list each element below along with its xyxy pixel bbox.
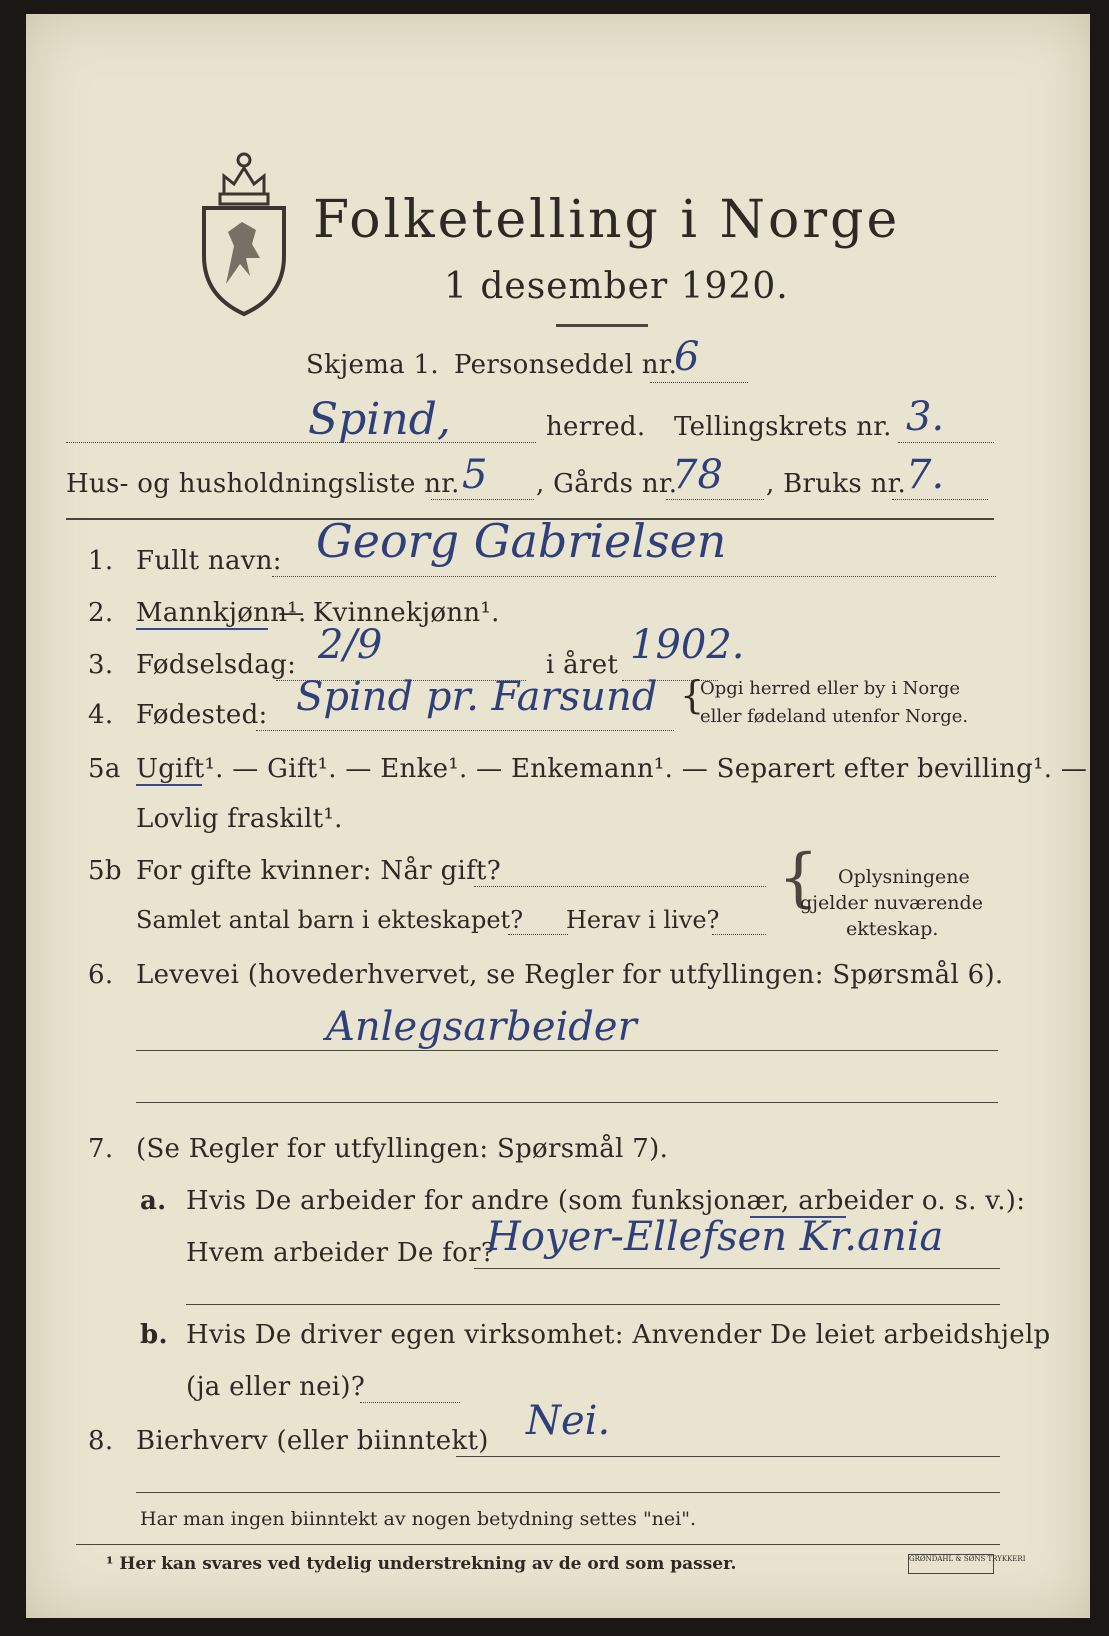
printer-stamp: GRØNDAHL & SØNS TRYKKERI bbox=[908, 1554, 994, 1574]
birthdate-value[interactable]: 2/9 bbox=[318, 622, 383, 668]
bruks-label: , Bruks nr. bbox=[766, 469, 907, 499]
gards-label: , Gårds nr. bbox=[536, 469, 678, 499]
q5b-note-1: Oplysningene bbox=[838, 866, 970, 888]
schema-label: Skjema 1. bbox=[306, 350, 439, 380]
birthyear-value[interactable]: 1902. bbox=[630, 622, 745, 668]
household-list-label: Hus- og husholdningsliste nr. bbox=[66, 469, 460, 499]
q7a-letter: a. bbox=[140, 1186, 167, 1216]
footnote: ¹ Her kan svares ved tydelig understrekning av de ord som passer. bbox=[106, 1554, 737, 1574]
q4-note-2: eller fødeland utenfor Norge. bbox=[700, 706, 969, 727]
q3-year-label: i året bbox=[546, 650, 619, 680]
bruks-value[interactable]: 7. bbox=[906, 452, 945, 498]
q7-label: (Se Regler for utfyllingen: Spørsmål 7). bbox=[136, 1134, 669, 1164]
q6-number: 6. bbox=[88, 960, 114, 990]
q5b-label: For gifte kvinner: Når gift? bbox=[136, 856, 502, 886]
household-list-value[interactable]: 5 bbox=[462, 452, 488, 498]
q5a-options: Ugift¹. — Gift¹. — Enke¹. — Enkemann¹. — Separert efter bevilling¹. — bbox=[136, 754, 1088, 784]
q2-female: — Kvinnekjønn¹. bbox=[278, 598, 500, 628]
q6-label: Levevei (hovederhvervet, se Regler for utfyllingen: Spørsmål 6). bbox=[136, 960, 1004, 990]
person-slip-value[interactable]: 6 bbox=[674, 334, 700, 380]
q2-male: Mannkjønn¹. bbox=[136, 598, 307, 628]
q3-number: 3. bbox=[88, 650, 114, 680]
q5b-alive-label: Herav i live? bbox=[566, 906, 720, 934]
q7-number: 7. bbox=[88, 1134, 114, 1164]
form-date: 1 desember 1920. bbox=[444, 266, 789, 307]
q2-number: 2. bbox=[88, 598, 114, 628]
q8-label: Bierhverv (eller biinntekt) bbox=[136, 1426, 489, 1456]
q7a-employer-label: Hvem arbeider De for? bbox=[186, 1238, 496, 1268]
q4-number: 4. bbox=[88, 700, 114, 730]
person-slip-label: Personseddel nr. bbox=[454, 350, 678, 380]
q5a-options-2: Lovlig fraskilt¹. bbox=[136, 804, 343, 834]
q1-number: 1. bbox=[88, 546, 114, 576]
q8-number: 8. bbox=[88, 1426, 114, 1456]
tellingskrets-label: Tellingskrets nr. bbox=[674, 412, 892, 442]
q7b-label: Hvis De driver egen virksomhet: Anvender De leiet arbeidshjelp bbox=[186, 1320, 1051, 1350]
income-note: Har man ingen biinntekt av nogen betydning settes "nei". bbox=[140, 1508, 697, 1530]
unmarried-underline bbox=[136, 784, 202, 786]
male-underline bbox=[136, 628, 268, 630]
employer-value[interactable]: Hoyer-Ellefsen Kr.ania bbox=[486, 1214, 944, 1260]
herred-value[interactable]: Spind, bbox=[308, 394, 451, 445]
title-divider bbox=[556, 324, 648, 327]
full-name-value[interactable]: Georg Gabrielsen bbox=[316, 514, 727, 568]
q7b-letter: b. bbox=[140, 1320, 168, 1350]
q4-label: Fødested: bbox=[136, 700, 268, 730]
census-form-page: Folketelling i Norge 1 desember 1920. Skjema 1. Personseddel nr. 6 Spind, herred. Tellingskrets nr. 3. Hus- og husholdningsliste nr. 5 , Gårds nr. 78 , Bruks nr. 7. 1. Fullt navn: Georg Gabrielsen 2. Mannkjønn¹. — Kvinnekjønn¹. 3. Fødselsdag: 2/9 i året 1902. 4. Fødested: Spind pr. Farsund { Opgi herred eller by i Norge eller fødeland utenfor Norge. 5a Ugift¹. — Gift¹. — Enke¹. — Enkemann¹. — Separert efter bevilling¹. — Lovlig fraskilt¹. 5b For gifte kvinner: Når gift? Samlet antal barn i ekteskapet? Herav i live? { Oplysningene gjelder nuværende ekteskap. 6. Levevei (hovederhvervet, se Regler for utfyllingen: Spørsmål 6). Anlegsarbeider 7. (Se Regler for utfyllingen: Spørsmål 7). a. Hvis De arbeider for andre (som funksjonær, arbeider o. s. v.): Hvem arbeider De for? Hoyer-Ellefsen Kr.ania b. Hvis De driver egen virksomhet: Anvender De leiet arbeidshjelp (ja eller nei)? 8. Bierhverv (eller biinntekt) Nei. Har man ingen biinntekt av nogen betydning settes "nei". ¹ Her kan svares ved tydelig understrekning av de ord som passer. GRØNDAHL & SØNS TRYKKERI bbox=[26, 14, 1090, 1618]
q5b-note-3: ekteskap. bbox=[846, 918, 939, 940]
q1-label: Fullt navn: bbox=[136, 546, 282, 576]
q7a-label: Hvis De arbeider for andre (som funksjonær, arbeider o. s. v.): bbox=[186, 1186, 1026, 1216]
form-title: Folketelling i Norge bbox=[313, 190, 901, 250]
q3-label: Fødselsdag: bbox=[136, 650, 297, 680]
gards-value[interactable]: 78 bbox=[672, 452, 723, 498]
q5a-number: 5a bbox=[88, 754, 121, 784]
q7b-label-2: (ja eller nei)? bbox=[186, 1372, 366, 1402]
secondary-income-value[interactable]: Nei. bbox=[526, 1398, 611, 1444]
q4-note-1: Opgi herred eller by i Norge bbox=[700, 678, 961, 699]
q5b-children-label: Samlet antal barn i ekteskapet? bbox=[136, 906, 524, 934]
herred-label: herred. bbox=[546, 412, 646, 442]
q5b-note-2: gjelder nuværende bbox=[800, 892, 983, 914]
tellingskrets-value[interactable]: 3. bbox=[906, 394, 945, 440]
occupation-value[interactable]: Anlegsarbeider bbox=[326, 1004, 637, 1050]
coat-of-arms-icon bbox=[194, 146, 294, 321]
q5b-number: 5b bbox=[88, 856, 122, 886]
birthplace-value[interactable]: Spind pr. Farsund bbox=[296, 674, 658, 720]
